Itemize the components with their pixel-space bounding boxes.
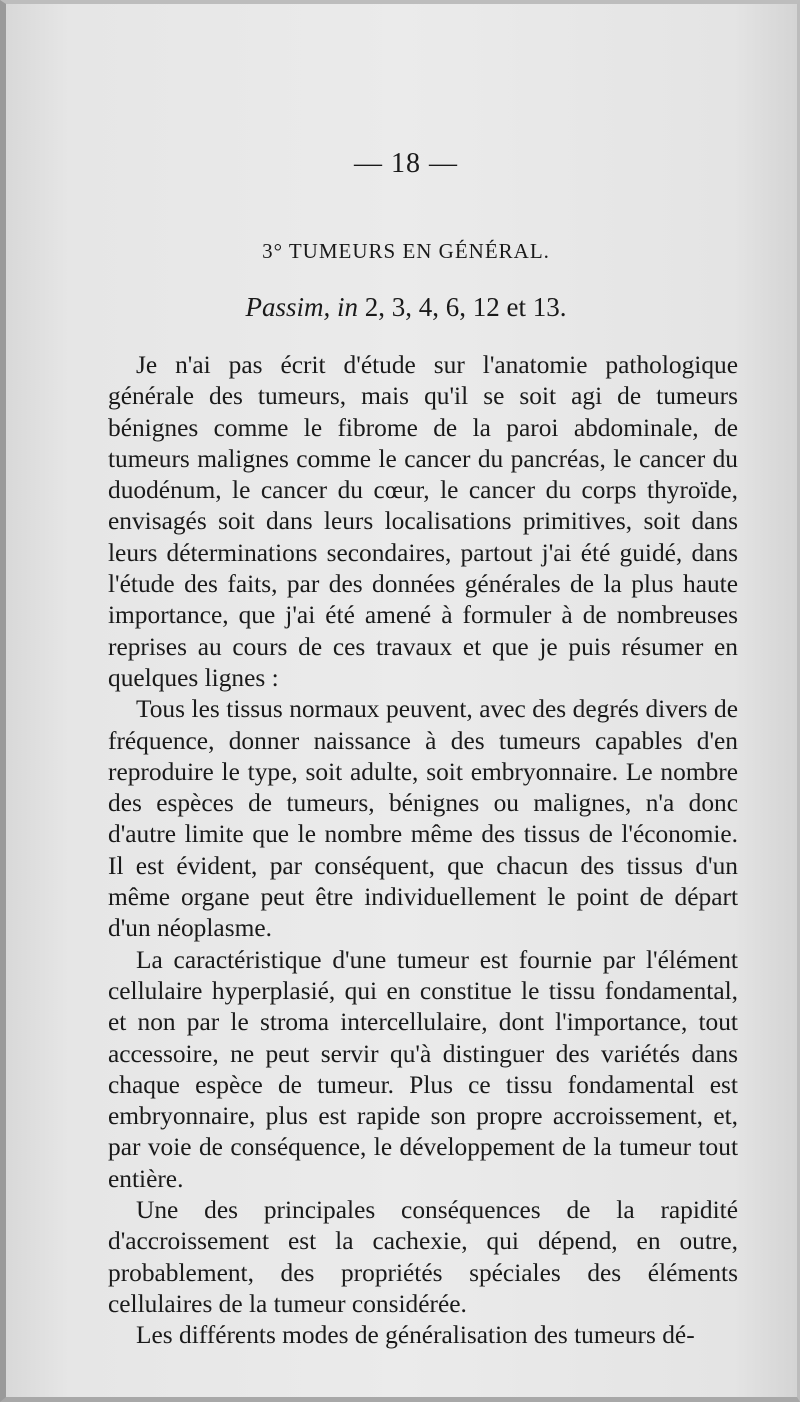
paragraph-4: Une des principales conséquences de la rapidité d'accroissement est la cachexie, qui dépend, en outre, probablement, des propriétés spéciales des éléments cellulaires de la tumeur considérée. [108,1196,738,1318]
section-title: 3° TUMEURS EN GÉNÉRAL. [262,239,550,263]
body-text [108,350,738,1352]
page-number: — 18 — [354,148,458,179]
paragraph-5: Les différents modes de généralisation des tumeurs dé- [136,1321,695,1350]
passim-in: in [337,292,359,322]
paragraph-2: Tous les tissus normaux peuvent, avec des degrés divers de fréquence, donner naissance à des tumeurs capables d'en reproduire le type, soit adulte, soit embryonnaire. Le nombre des espèces de tumeurs, bénignes ou malignes, n'a donc d'autre limite que le nombre même des tissus de l'économie. Il est évident, par conséquent, que chacun des tissus d'un même organe peut être individuellement le point de départ d'un néoplasme. [108,695,738,943]
passim-reference [6,292,800,323]
passim-refs: 2, 3, 4, 6, 12 et 13. [364,292,567,322]
passim-label: Passim, [245,292,331,322]
paragraph-1: Je n'ai pas écrit d'étude sur l'anatomie pathologique générale des tumeurs, mais qu'il se soit agi de tumeurs bénignes comme le fibrome de la paroi abdominale, de tumeurs malignes comme le cancer du pancréas, le cancer du duodénum, le cancer du cœur, le cancer du corps thyroïde, envisagés soit dans leurs localisations primitives, soit dans leurs déterminations secondaires, partout j'ai été guidé, dans l'étude des faits, par des données générales de la plus haute importance, que j'ai été amené à formuler à de nombreuses reprises au cours de ces travaux et que je puis résumer en quelques lignes : [108,351,738,692]
paragraph-3: La caractéristique d'une tumeur est fournie par l'élément cellulaire hyperplasié, qui en constitue le tissu fondamental, et non par le stroma intercellulaire, dont l'importance, tout accessoire, ne peut servir qu'à distinguer des variétés dans chaque espèce de tumeur. Plus ce tissu fondamental est embryonnaire, plus est rapide son propre accroissement, et, par voie de conséquence, le développement de la tumeur tout entière. [108,945,738,1193]
